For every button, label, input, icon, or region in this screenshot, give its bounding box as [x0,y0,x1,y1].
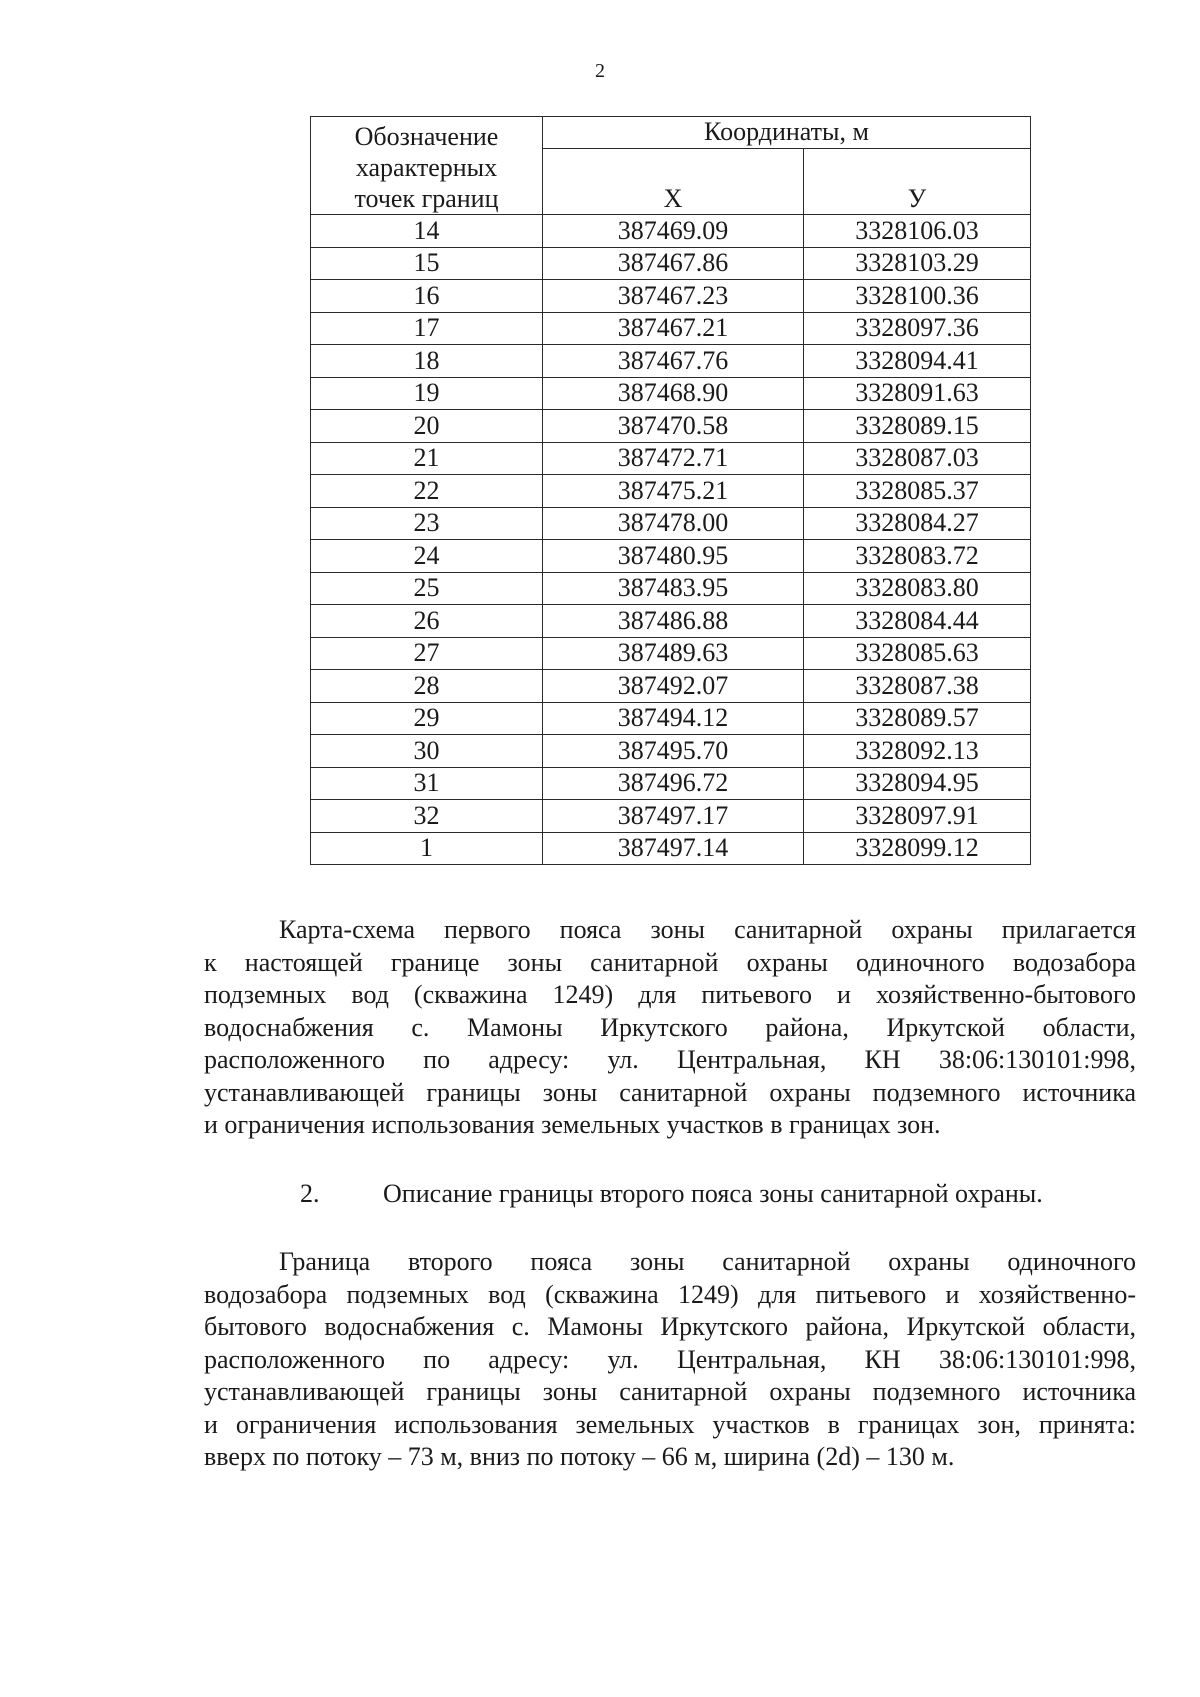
cell-y: 3328084.27 [804,507,1031,540]
paragraph-line: расположенного по адресу: ул. Центральная, КН 38:06:130101:998, [204,1045,1136,1074]
header-point-line: характерных [355,153,498,182]
cell-x: 387467.86 [543,247,804,280]
paragraph-line: подземных вод (скважина 1249) для питьевого и хозяйственно-бытового [204,980,1136,1009]
table-row [311,767,1031,800]
cell-x: 387469.09 [543,215,804,248]
cell-point: 18 [311,345,543,378]
table-row [311,475,1031,508]
table-row [311,637,1031,670]
cell-x: 387495.70 [543,735,804,768]
cell-y: 3328106.03 [804,215,1031,248]
table-row [311,702,1031,735]
table-row [311,442,1031,475]
cell-y: 3328085.37 [804,475,1031,508]
table-row [311,735,1031,768]
table-row [311,280,1031,313]
cell-y: 3328087.03 [804,442,1031,475]
cell-y: 3328087.38 [804,670,1031,703]
cell-y: 3328097.91 [804,800,1031,833]
cell-point: 17 [311,312,543,345]
cell-point: 23 [311,507,543,540]
paragraph-line: и ограничения использования земельных участков в границах зон. [204,1110,941,1139]
section-2-heading [300,1178,1043,1210]
table-row [311,800,1031,833]
table-row [311,832,1031,865]
cell-point: 15 [311,247,543,280]
cell-point: 29 [311,702,543,735]
paragraph-line: Граница второго пояса зоны санитарной охраны одиночного [279,1247,1136,1276]
cell-point: 20 [311,410,543,443]
cell-point: 22 [311,475,543,508]
cell-point: 27 [311,637,543,670]
paragraph-map-scheme [204,914,1136,1142]
cell-y: 3328083.80 [804,572,1031,605]
cell-x: 387489.63 [543,637,804,670]
cell-y: 3328103.29 [804,247,1031,280]
table-row [311,507,1031,540]
cell-point: 19 [311,377,543,410]
cell-x: 387496.72 [543,767,804,800]
cell-x: 387486.88 [543,605,804,638]
cell-x: 387483.95 [543,572,804,605]
header-point-line: Обозначение [354,122,499,151]
cell-x: 387467.23 [543,280,804,313]
paragraph-line: Карта-схема первого пояса зоны санитарной охраны прилагается [279,915,1136,944]
cell-y: 3328092.13 [804,735,1031,768]
paragraph-line: к настоящей границе зоны санитарной охраны одиночного водозабора [204,947,1136,977]
cell-point: 25 [311,572,543,605]
cell-x: 387467.76 [543,345,804,378]
table-row [311,670,1031,703]
coordinates-table [310,116,1031,865]
cell-x: 387478.00 [543,507,804,540]
cell-y: 3328094.95 [804,767,1031,800]
cell-x: 387467.21 [543,312,804,345]
cell-point: 21 [311,442,543,475]
cell-point: 30 [311,735,543,768]
cell-point: 24 [311,540,543,573]
cell-y: 3328089.57 [804,702,1031,735]
paragraph-line: бытового водоснабжения с. Мамоны Иркутского района, Иркутской области, [204,1312,1136,1341]
table-row [311,312,1031,345]
cell-point: 1 [311,832,543,865]
cell-point: 28 [311,670,543,703]
paragraph-line: устанавливающей границы зоны санитарной охраны подземного источника [204,1077,1136,1107]
cell-x: 387497.14 [543,832,804,865]
paragraph-line: и ограничения использования земельных участков в границах зон, принята: [204,1409,1136,1439]
paragraph-line: водоснабжения с. Мамоны Иркутского района, Иркутской области, [204,1012,1136,1042]
table-row [311,410,1031,443]
cell-y: 3328089.15 [804,410,1031,443]
cell-y: 3328100.36 [804,280,1031,313]
header-x: X [543,148,804,214]
cell-y: 3328084.44 [804,605,1031,638]
paragraph-line: вверх по потоку – 73 м, вниз по потоку – 66 м, ширина (2d) – 130 м. [204,1442,955,1471]
paragraph-line: водозабора подземных вод (скважина 1249) для питьевого и хозяйственно- [204,1279,1136,1309]
cell-point: 16 [311,280,543,313]
paragraph-line: расположенного по адресу: ул. Центральная, КН 38:06:130101:998, [204,1344,1136,1374]
cell-point: 31 [311,767,543,800]
table-row [311,215,1031,248]
cell-y: 3328094.41 [804,345,1031,378]
page-number: 2 [595,60,605,82]
table-row [311,377,1031,410]
cell-x: 387475.21 [543,475,804,508]
cell-x: 387480.95 [543,540,804,573]
cell-x: 387468.90 [543,377,804,410]
header-point-designation [311,117,543,215]
table-row [311,540,1031,573]
coordinates-table-body [311,215,1031,865]
paragraph-second-belt [204,1246,1136,1474]
cell-y: 3328097.36 [804,312,1031,345]
table-row [311,345,1031,378]
cell-x: 387497.17 [543,800,804,833]
cell-point: 14 [311,215,543,248]
section-title: Описание границы второго пояса зоны санитарной охраны. [383,1179,1043,1208]
table-row [311,572,1031,605]
cell-y: 3328083.72 [804,540,1031,573]
cell-y: 3328099.12 [804,832,1031,865]
section-number: 2. [300,1179,320,1208]
cell-point: 26 [311,605,543,638]
cell-point: 32 [311,800,543,833]
cell-y: 3328091.63 [804,377,1031,410]
cell-x: 387470.58 [543,410,804,443]
cell-x: 387492.07 [543,670,804,703]
cell-x: 387494.12 [543,702,804,735]
header-point-line: точек границ [354,184,499,213]
cell-y: 3328085.63 [804,637,1031,670]
table-row [311,247,1031,280]
cell-x: 387472.71 [543,442,804,475]
header-coordinates: Координаты, м [543,117,1031,149]
paragraph-line: устанавливающей границы зоны санитарной охраны подземного источника [204,1377,1136,1406]
header-y: У [804,148,1031,214]
table-row [311,605,1031,638]
